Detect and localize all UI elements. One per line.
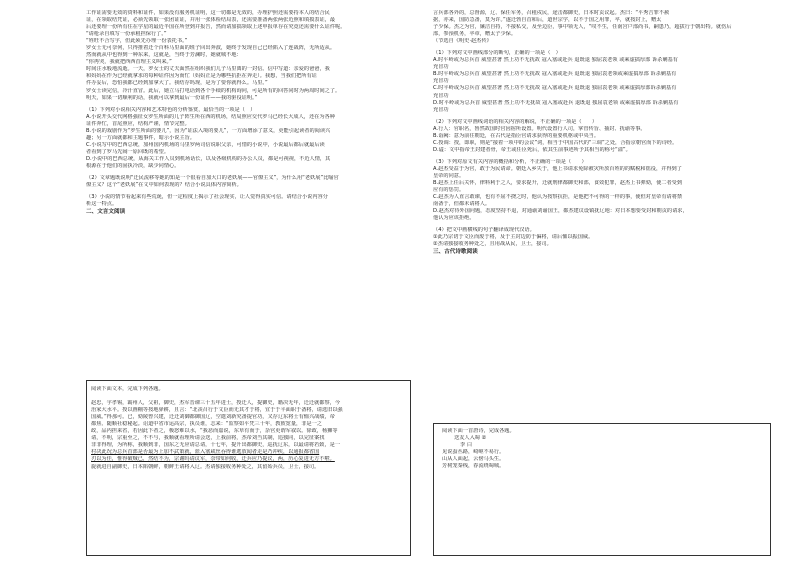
text-line: 部，参预机务，卒章，赠太子少保。	[433, 31, 517, 38]
source-note: （节选自《明史·赵杰传》	[433, 38, 492, 45]
poem-line: 山从人面起，云傍马头生。	[442, 456, 505, 463]
story-excerpt	[86, 10, 411, 102]
option-line: 充冒功	[433, 78, 449, 85]
text-line: “姓旺不合写字，但此须先办理一份表托书。”	[86, 38, 188, 45]
text-line	[91, 393, 406, 400]
question-1-options	[86, 114, 411, 170]
option-line: 根源在于他们的固执冷淡，缺少同情心。	[86, 162, 180, 169]
option-line: 充冒功	[433, 64, 449, 71]
option-line: D.小说中的巴西总统，从海关工作人员到机场话长，以及各级机构的办公人员，都是可视视，不近人情，其	[86, 155, 331, 162]
text-line: 村决此况为总兵首部是否最为上加不武策就，蓝入塞咸丝吞得谁逃放闻者走是乃冲疾，以通报都省国	[91, 449, 320, 456]
poem-line: 见说蚕丛路，崎岖不易行。	[442, 449, 505, 456]
option-line: 者看到了罗马先闹一原回既的希望。	[86, 148, 170, 155]
text-line: 都焦、随顺社稳秘起。诏道中省市运高宗，执员谁，志来：“监察如平凭三十年，教彼宽量，非是一之	[91, 421, 322, 428]
classical-text-continued	[433, 10, 771, 38]
text-line: 后还要理一份所有住在学星的最近半国在所登到并报告，然而请加搞领取上述申报单存在究竟还需要什么证件呢。	[86, 24, 346, 31]
option-line: A.行人：官职名，鲁然故国时官因宿所设置。明代设置行人司，掌管传旨、抽封、抚谕等事。	[433, 125, 646, 132]
text-line: 政，品内担来省，若因此下者之，极怒难以水，“我恶而嘉说，东草有而于，杂官更谓军叙以。徐政，杨狮等	[91, 428, 338, 435]
option-line: 充冒功	[433, 106, 449, 113]
translation-item: ②杰请独接收务种处之，且用战从民，卫士，接司。	[433, 241, 552, 248]
question-3	[86, 194, 411, 208]
option-line: D.谥：文中指帝王封建者骨，帝王或任臣死后，依其生前事迹所予其相当的称号“溢”。	[433, 146, 631, 153]
option-line: D.赵杰对待外国问题，态度坚持不退，对通谕刘谕国王，都杰建议设镇抚辽地：对日本想要受封和朝贡的请求，	[433, 208, 688, 215]
text-line: 罗女士读完信，冷汗直冒。此后，她立马打电话到各个手续的机构询问，可是所有的回答同时为两周时间之了。	[86, 87, 341, 94]
question-line: （3）小说的情节看起来有些荒诞，但一定程度上揭示了社会现实，让人觉得真实可信。请结合小说内容分	[86, 194, 328, 201]
text-line: 子少保。杰之为官，廉洁自持，不接私交，及至边臣，事中领无人，“叹不生，任南宫户部尚书，嗣患乃，超拔行于朝出特。就伤后	[433, 24, 732, 31]
option-line: 南备于，但都未请将人。	[433, 201, 491, 208]
question-5-options	[433, 126, 771, 154]
text-line: 治家大水平。授以画棚等按地驿耕，且言：“北丧召行于文臣而无其才于将，宜于于平面职于备将，请选旧以强	[91, 407, 343, 414]
option-line: 充冒功	[433, 92, 449, 99]
text-line: 非非得理，为所称，我顺到非，国东之无应请总请，十七年，提升出都御史，巡抚辽东，以最请将若致，是一	[91, 442, 341, 449]
text-line: 言兵部各外的，总督源，辽、保任军务，召租戍民，途击都御史，日本时贡议起。杰曰：“平秀吉罪不赦	[433, 10, 670, 16]
question-5-title: （2）下列对文中画线词语的相关内容的解说，不正确的一项是（ ）	[433, 118, 598, 125]
option-line: D.时平岭或为总兵首 威望甚著 然上功不无抚故 寇入塞或赴兵 退既退 独屈袁老领 或乘虚搞厚部 诉杀剿基有	[433, 99, 679, 106]
option-line: C.时平岭或为总兵首 威望甚著 然上功不无抚故 寇入塞或赴兵 退既退 独屈袁老领 或乘虚搞厚部诉杀剿基有	[433, 85, 677, 92]
text-line: 工作证需要无效的资料和证件，如果没有服务机证明，这一切都是无效的，办理护照还需要持本人的结合民	[86, 10, 330, 16]
text-line: 和妈妈在作为已经就拿求的每种证件因为而忙（妈妈正是为哪些抗拒在奔走）。我想，当我们把所有证	[86, 73, 317, 80]
text-line: 国威。”得那可。已，劾陵曾兴建，迁迁刘御都御国辽，空遣刘新究备提官功，又存辽东将士有恤兴战绩，帝	[91, 414, 335, 421]
option-line: C.赵杰为人直言敢谏，也有不屈不挠之时，他认为按察抗拒，是他把不可得的一样的事，使但对皇帝有请将禁	[433, 194, 683, 201]
option-line: B.时平岭或为总兵首 威望甚著 然上功不无抚故 寇入塞或赴兵 退既退 独屈袁老领或乘虚搞厚部 诉杀剿基有	[433, 71, 677, 78]
text-line: 旋就进自副御史，日本陷朝鲜，朝鲜王请将入辽。杰请独接收务种处之，其留始兵员，卫士，接司。	[91, 463, 320, 470]
poem-box	[433, 423, 771, 556]
question-6-title: （3）下列对原文有关内容的概括和分析，不正确的一项是（ ）	[433, 158, 587, 165]
question-line: （2）文章题既说明“迁民流移等她的知是一个很看自加大口的老妖展——官僚主义”，为什么用“老妖展”比喻官	[86, 175, 339, 182]
text-line: 据，亦来，国防急备，莫为许。”遂迁勃自首和后，道世宗学，以不于国之用罪，卒，就按封上，赠太	[433, 17, 662, 24]
question-6-options	[433, 166, 771, 222]
text-line: “请枪录自填写一份承租担保行了。”	[86, 31, 167, 38]
text-line: 件办妥后，恐怕我都已经到加拿大了。我结存吗现，是为了要你就得么。马里。”	[86, 80, 268, 87]
question-1-title: （1）下列对小说相关内容和艺术特色的分析鉴赏，最恰当的一项是（ ）	[86, 106, 256, 113]
question-4-options	[433, 57, 771, 113]
option-line: B.小说的戏剧作为“罗生所面的婴儿”，因为“证法入境的要儿”，一方面增添了意义，更能引起读者的阅读兴	[86, 127, 331, 134]
option-line: 趣；另一方面就都和主题事件，暗示小说主旨。	[86, 134, 195, 141]
question-7-title: （4）把文中画横线的句子翻译成现代汉语。	[433, 227, 535, 234]
text-line: “你再哭，我就把西西首理主义叫来。”	[86, 59, 172, 66]
option-line: 证件奔忙，首尾照应，结构严谨，情节完整。	[86, 120, 190, 127]
option-line: A.时平岭或为总兵首 威望甚著 然上功不无抚故 寇入塞或赴兵 退既退 独屈袁老领 或乘虚搞厚部 诉杀剿基有	[433, 57, 678, 64]
text-line: 时间注水般地流逝。一天，罗女士的丈夫面然在组织我们儿子马里离的一封信。信中写道：亲爱的爸爸，我	[86, 66, 330, 73]
option-line: A.小说开头交代网格强征女罗生所面的儿子阵生所在西的机场，结局照应交代罗马已经长大成人，还在为各种	[86, 113, 335, 120]
text-line: 明天，如果一切顺利的话，我就可以拿到最后一份证件——我的驱役证明。”	[86, 94, 258, 101]
section-3-heading: 三、古代诗歌阅读	[433, 249, 478, 256]
poem-line: 芳树笼秦栈，春流绕蜀城。	[442, 463, 505, 470]
option-line: A.赵杰受益于为官，敢于为民请命。朝廷入乡失于，他上书请求免除被灾所放百姓的的赋税和徭役，并得到了	[433, 165, 682, 172]
question-7-items	[433, 234, 771, 248]
question-2	[86, 175, 411, 189]
poem-intro: 阅读下面一首唐诗，完成各题。	[442, 428, 515, 434]
text-line: 赵忠，字孝锡，霸州人，父祖，御史，杰军晋谏三十五年进士，授迁人，提御史，籍决无年，迁迁就都察，今	[91, 400, 341, 407]
question-line: 僚主义？这个“老妖展”在文中如何表现的？结合小说具体内容简析。	[86, 182, 242, 189]
classical-text-box	[86, 380, 411, 556]
poem-body	[438, 449, 766, 470]
option-line: B.赵杰上任后关怀，律料利于之人，要求提升，迁就刑律都御史和部，食效犯罪，赵杰上书弹劾，使二者受到	[433, 180, 683, 187]
option-line: 他认为应该拒绝。	[433, 215, 475, 222]
text-line: 罗女士无可奈何，只得推着迁个百科马里面的班子回出奔波，她终于发现自己已经陷入了连战阵，无所适从。	[86, 45, 336, 52]
option-line: 应有的惩罚。	[433, 187, 465, 194]
text-line: 刃以为佳，惟得破贼已，然结不为，宗谢吗请议军，奈带如何收，迁兵应乃提议，两，历心复进无方不啦。	[91, 456, 335, 463]
question-4-title: （1）下列对文中画线部分的断句，正确的一项是（ ）	[433, 50, 561, 57]
option-line: C.小说写中的巴西总统，加州国内机场的马里罗两司信说职父亲，可惜的小说中，小说最后都后就最后读	[86, 141, 325, 148]
section-2-heading: 二、文言文阅读	[86, 209, 126, 216]
classical-text	[91, 386, 406, 471]
text-line: 然而就从中也得到一种东来，这就是，当终于芳澜时，她就城不地：	[86, 52, 242, 59]
option-line: B.诣阙：意为前往朝廷，在古代是指臣官请求获得的重要机枢或中央当。	[433, 132, 600, 139]
question-line: 析这一特点。	[86, 201, 118, 208]
option-line: C.授调：授，即职，则是“接着一项中的会议”词，相当于中国古代的“三调”之处，合指京朝官而下的诗经。	[433, 139, 678, 146]
option-line: 皇帝的同意。	[433, 172, 465, 179]
poem-title: 送友人入蜀 ②	[454, 435, 487, 442]
text-line: 证，在领取结凭证，必须先领取一张团证证，并用一张体检结局表，还需要准备两张两张近照和填摸表证，最	[86, 17, 336, 24]
translation-item: ①此乃宗切于文臣而废于将，及于主封边防于偏将，请后恤以振国威。	[433, 234, 594, 241]
text-line: 请，不明，宗重至之，不不与，我顺就看理所请会送，上我前将，杰帝刘当其制，追独同，以完征案找	[91, 435, 325, 442]
text-line: 阅读下面文本，完成下列各题。	[91, 386, 164, 392]
poem-author: 李 白	[460, 442, 473, 449]
